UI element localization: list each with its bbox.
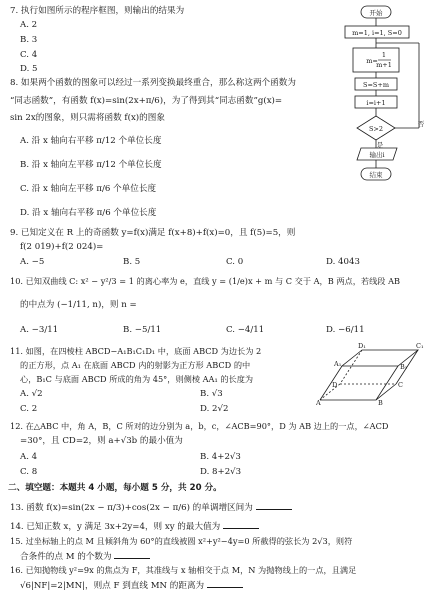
q11-option-b: B. √3	[200, 389, 223, 399]
section-2-heading: 二、填空题：本题共 4 小题，每小题 5 分，共 20 分。	[8, 483, 222, 493]
prism-label-d: D	[332, 381, 338, 389]
q10-line-2: 的中点为 (−1/11, n)，则 n =	[20, 300, 137, 310]
prism-label-b1: B₁	[400, 363, 408, 371]
q9-line-1: 9. 已知定义在 R 上的奇函数 y=f(x)满足 f(x+8)+f(x)=0，且 f(5)=5，则	[10, 228, 296, 238]
prism-label-c1: C₁	[416, 342, 424, 350]
flow-end-text: 结束	[369, 171, 383, 179]
q11-option-a: A. √2	[20, 389, 43, 399]
prism-label-c: C	[398, 381, 403, 389]
q12-line-1: 12. 在△ABC 中，角 A，B，C 所对的边分别为 a，b，c，∠ACB=90°，D 为 AB 边上的一点，∠ACD	[10, 421, 389, 431]
flow-s-text: S=S+m	[363, 81, 389, 89]
q9-line-2: f(2 019)+f(2 024)=	[20, 242, 104, 252]
q9-option-c: C. 0	[226, 257, 244, 267]
q11-line-3: 心，B₁C 与底面 ABCD 所成的角为 45°，则侧棱 AA₁ 的长度为	[20, 374, 254, 384]
q15-line-1: 15. 过坐标轴上的点 M 且倾斜角为 60°的直线被圆 x²+y²−4y=0 所截得的弦长为 2√3，则符	[10, 536, 353, 546]
q11-option-c: C. 2	[20, 404, 38, 414]
q8-line-1: 8. 如果两个函数的图象可以经过一系列变换最终重合，那么称这两个函数为	[10, 78, 296, 88]
q14-answer-blank	[223, 520, 259, 529]
prism-label-d1: D₁	[358, 342, 366, 350]
flow-no-label: 否	[417, 120, 425, 128]
q12-option-c: C. 8	[20, 467, 38, 477]
q15-answer-blank	[114, 550, 150, 559]
q8-option-d: D. 沿 x 轴向右平移 π/6 个单位长度	[20, 208, 157, 218]
q13-text: 13. 函数 f(x)=sin(2x − π/3)+cos(2x − π/6) 的单调增区间为	[10, 503, 253, 513]
q10-option-c: C. −4/11	[226, 325, 265, 335]
q8-line-2: “同志函数”，有函数 f(x)=sin(2x+π/6)，为了得到其“同志函数”g(x)=	[10, 96, 283, 106]
q11-line-2: 的正方形，点 A₁ 在底面 ABCD 内的射影为正方形 ABCD 的中	[20, 360, 251, 370]
q9-option-b: B. 5	[123, 257, 141, 267]
q16-line-2: √6|NF|=2|MN|，则点 F 到直线 MN 的距离为	[20, 581, 205, 591]
q10-line-1: 10. 已知双曲线 C: x² − y²/3 = 1 的离心率为 e，直线 y = (1/e)x + m 与 C 交于 A，B 两点，若线段 AB	[10, 276, 401, 286]
q7-stem: 7. 执行如图所示的程序框图，则输出的结果为	[10, 6, 185, 16]
q12-line-2: =30°，且 CD=2，则 a+√3b 的最小值为	[20, 436, 183, 446]
q7-option-b: B. 3	[20, 35, 38, 45]
q8-option-b: B. 沿 x 轴向左平移 π/12 个单位长度	[20, 160, 162, 170]
q12-option-b: B. 4+2√3	[200, 452, 241, 462]
flow-start-text: 开始	[369, 9, 383, 17]
prism-label-a: A	[316, 399, 321, 406]
q12-option-d: D. 8+2√3	[200, 467, 242, 477]
flowchart	[335, 4, 427, 186]
flow-init-text: m=1, i=1, S=0	[352, 29, 402, 37]
q7-option-a: A. 2	[20, 20, 38, 30]
flow-output-text: 输出i	[369, 151, 385, 159]
q11-option-d: D. 2√2	[200, 404, 229, 414]
prism-diagram	[316, 340, 424, 406]
q11-line-1: 11. 如图，在四棱柱 ABCD−A₁B₁C₁D₁ 中，底面 ABCD 为边长为 2	[10, 346, 262, 356]
prism-label-b: B	[378, 399, 383, 406]
q13-line	[10, 501, 292, 514]
q10-option-b: B. −5/11	[123, 325, 162, 335]
flow-i-text: i=i+1	[366, 99, 386, 107]
q14-line	[10, 520, 259, 533]
q7-option-c: C. 4	[20, 50, 38, 60]
q8-option-a: A. 沿 x 轴向右平移 π/12 个单位长度	[20, 136, 162, 146]
flow-cond-text: S>2	[368, 125, 384, 133]
q16-line-1: 16. 已知抛物线 y²=9x 的焦点为 F，其准线与 x 轴相交于点 M，N 为抛物线上的一点，且满足	[10, 565, 357, 575]
q16-line-2-wrap	[20, 579, 243, 592]
q8-line-3: sin 2x的图象，则只需将函数 f(x)的图象	[10, 113, 165, 123]
q14-text: 14. 已知正数 x，y 满足 3x+2y=4，则 xy 的最大值为	[10, 522, 221, 532]
q10-option-a: A. −3/11	[20, 325, 59, 335]
q10-option-d: D. −6/11	[326, 325, 365, 335]
flow-calc-numerator: 1	[381, 51, 387, 59]
flow-yes-label: 是	[376, 141, 384, 149]
q16-answer-blank	[207, 579, 243, 588]
q7-option-d: D. 5	[20, 64, 38, 74]
svg-text:m=: m=	[366, 57, 378, 65]
prism-label-a1: A₁	[334, 360, 342, 368]
q13-answer-blank	[256, 501, 292, 510]
q15-line-2: 合条件的点 M 的个数为	[20, 552, 112, 562]
q12-option-a: A. 4	[20, 452, 38, 462]
svg-text:m+1: m+1	[376, 61, 392, 69]
q9-option-a: A. −5	[20, 257, 45, 267]
q15-line-2-wrap	[20, 550, 150, 563]
q9-option-d: D. 4043	[326, 257, 360, 267]
q8-option-c: C. 沿 x 轴向左平移 π/6 个单位长度	[20, 184, 157, 194]
